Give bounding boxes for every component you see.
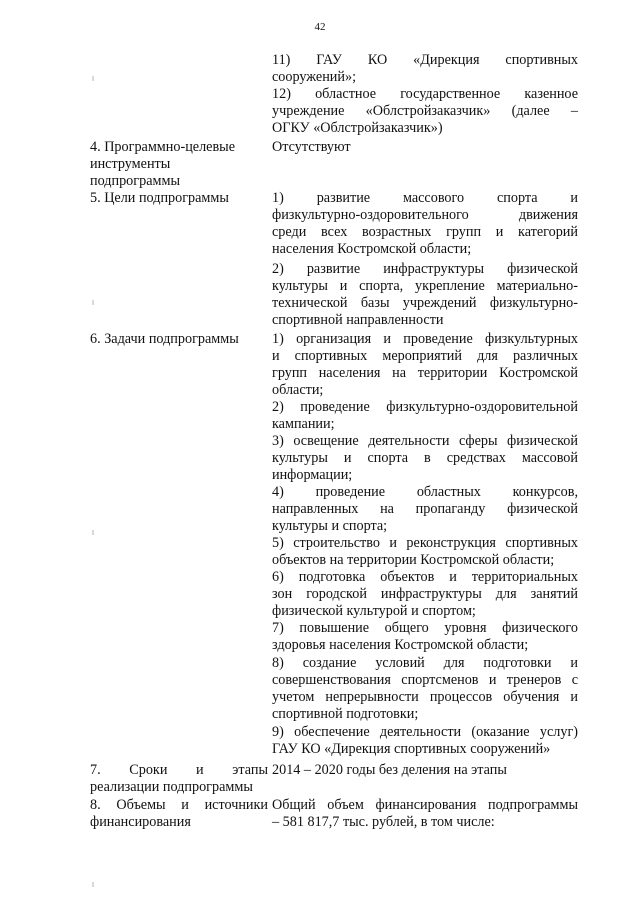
- text-line: 3) освещение деятельности сферы физической: [272, 433, 578, 449]
- scan-mark: [92, 300, 94, 305]
- text-line: учетом непрерывности процессов обучения и: [272, 688, 578, 705]
- text-line: 9) обеспечение деятельности (оказание услуг): [272, 724, 578, 740]
- text-line: 6) подготовка объектов и территориальных: [272, 569, 578, 585]
- text-line: и спортивных мероприятий для различных: [272, 347, 578, 364]
- text-line: физической культурой и спортом;: [272, 602, 476, 619]
- label-line: 4. Программно-целевые: [90, 139, 235, 155]
- text-line: зон городской инфраструктуры для занятий: [272, 585, 578, 602]
- row-label: [90, 762, 268, 796]
- text-line: 2) развитие инфраструктуры физической: [272, 261, 578, 277]
- text-line: 12) областное государственное казенное: [272, 86, 578, 102]
- task-item-4: [272, 484, 578, 535]
- task-item-9: [272, 724, 578, 758]
- text-line: 5) строительство и реконструкция спортивных: [272, 535, 578, 551]
- text-line: информации;: [272, 466, 353, 483]
- task-item-7: [272, 620, 578, 654]
- label-line: подпрограммы: [90, 172, 180, 189]
- task-item-6: [272, 569, 578, 620]
- row-label: [90, 139, 268, 190]
- text-line: здоровья населения Костромской области;: [272, 636, 529, 653]
- row-label: 6. Задачи подпрограммы: [90, 331, 239, 347]
- row-value: 2014 – 2020 годы без деления на этапы: [272, 762, 507, 778]
- task-item-8: [272, 655, 578, 723]
- text-line: ОГКУ «Облстройзаказчик»): [272, 119, 443, 136]
- goal-item-1: [272, 190, 578, 258]
- row-value: Отсутствуют: [272, 139, 351, 155]
- executor-item-12: [272, 86, 578, 137]
- text-line: 7) повышение общего уровня физического: [272, 620, 578, 636]
- text-line: 2) проведение физкультурно-оздоровительной: [272, 399, 578, 415]
- label-line: инструменты: [90, 155, 171, 172]
- text-line: объектов на территории Костромской области;: [272, 551, 555, 568]
- goal-item-2: [272, 261, 578, 329]
- text-line: направленных на пропаганду физической: [272, 500, 578, 517]
- text-line: совершенствования спортсменов и тренеров с: [272, 671, 578, 688]
- text-line: сооружений»;: [272, 68, 357, 85]
- text-line: технической базы учреждений физкультурно-: [272, 294, 578, 311]
- text-line: культуры и спорта в средствах массовой: [272, 449, 578, 466]
- text-line: физкультурно-оздоровительного движения: [272, 206, 578, 223]
- task-item-3: [272, 433, 578, 484]
- text-line: 1) организация и проведение физкультурных: [272, 331, 578, 347]
- task-item-1: [272, 331, 578, 399]
- row-value: [272, 797, 578, 831]
- text-line: кампании;: [272, 415, 335, 432]
- label-line: 8. Объемы и источники: [90, 797, 268, 813]
- text-line: ГАУ КО «Дирекция спортивных сооружений»: [272, 740, 551, 757]
- task-item-2: [272, 399, 578, 433]
- text-line: – 581 817,7 тыс. рублей, в том числе:: [272, 813, 495, 830]
- text-line: спортивной подготовки;: [272, 705, 419, 722]
- row-label: [90, 797, 268, 831]
- label-line: 7. Сроки и этапы: [90, 762, 268, 778]
- text-line: 1) развитие массового спорта и: [272, 190, 578, 206]
- scan-mark: [92, 882, 94, 887]
- label-line: реализации подпрограммы: [90, 778, 253, 795]
- executor-item-11: [272, 52, 578, 86]
- text-line: учреждение «Облстройзаказчик» (далее –: [272, 102, 578, 119]
- text-line: спортивной направленности: [272, 311, 444, 328]
- text-line: Общий объем финансирования подпрограммы: [272, 797, 578, 813]
- text-line: 4) проведение областных конкурсов,: [272, 484, 578, 500]
- text-line: населения Костромской области;: [272, 240, 472, 257]
- scan-mark: [92, 530, 94, 535]
- page-number: 42: [314, 21, 326, 33]
- scan-mark: [92, 76, 94, 81]
- text-line: среди всех возрастных групп и категорий: [272, 223, 578, 240]
- text-line: области;: [272, 381, 324, 398]
- task-item-5: [272, 535, 578, 569]
- text-line: 11) ГАУ КО «Дирекция спортивных: [272, 52, 578, 68]
- text-line: 8) создание условий для подготовки и: [272, 655, 578, 671]
- label-line: финансирования: [90, 813, 191, 830]
- row-label: 5. Цели подпрограммы: [90, 190, 229, 206]
- text-line: культуры и спорта;: [272, 517, 388, 534]
- text-line: культуры и спорта, укрепление материально-: [272, 277, 578, 294]
- text-line: групп населения на территории Костромской: [272, 364, 578, 381]
